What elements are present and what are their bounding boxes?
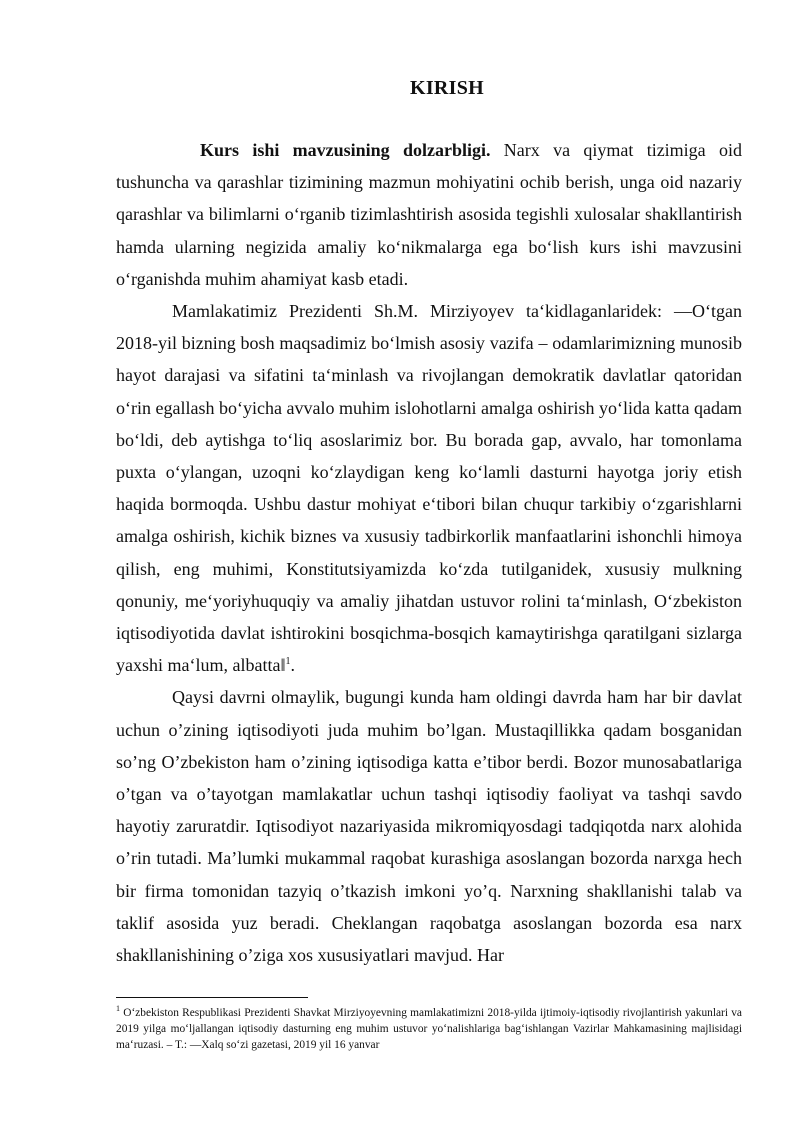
paragraph-2-end: . (290, 655, 296, 676)
footnote-reference[interactable]: 1 (285, 656, 291, 668)
footnote-divider (116, 997, 308, 998)
paragraph-3-text: Qaysi davrni olmaylik, bugungi kunda ham oldingi davrda ham har bir davlat uchun o’zining iqtisodiyoti juda muhim bo’lgan. Mustaqillikka qadam bosganidan so’ng O’zbekiston ham o’zining iqtisodiga katta e’tibor berdi. Bozor munosabatlariga o’tgan va o’tayotgan mamlakatlar uchun tashqi iqtisodiy faoliyat va tashqi savdo hayotiy zaruratdir. Iqtisodiyot nazariyasida mikromiqyosdagi tadqiqotda narx alohida o’rin tutadi. Ma’lumki mukammal raqobat kurashiga asoslangan bozorda narxga hech bir firma tomonidan tazyiq o’tkazish imkoni yo’q. Narxning shakllanishi talab va taklif asosida yuz beradi. Cheklangan raqobatga asoslangan bozorda esa narx shakllanishining o’ziga xos xususiyatlari mavjud. Har (116, 687, 742, 966)
paragraph-3 (116, 681, 742, 971)
paragraph-1-text: Narx va qiymat tizimiga oid tushuncha va qarashlar tizimining mazmun mohiyatini ochib berish, unga oid nazariy qarashlar va bilimlarni oʻrganib tizimlashtirish asosida tegishli xulosalar shakllantirish hamda ularning negizida amaliy koʻnikmalarga ega boʻlish kurs ishi mavzusini oʻrganishda muhim ahamiyat kasb etadi. (116, 140, 742, 289)
footnote (116, 1005, 742, 1053)
paragraph-2-text: Mamlakatimiz Prezidenti Sh.M. Mirziyoyev taʻkidlaganlaridek: ―Oʻtgan 2018-yil bizning bosh maqsadimiz boʻlmish asosiy vazifa – odamlarimizning munosib hayot darajasi va sifatini taʻminlash va rivojlangan demokratik davlatlar qatoridan oʻrin egallash boʻyicha avvalo muhim islohotlarni amalga oshirish yoʻlida katta qadam boʻldi, deb aytishga toʻliq asoslarimiz bor. Bu borada gap, avvalo, har tomonlama puxta oʻylangan, uzoqni koʻzlaydigan keng koʻlamli dasturni hayotga joriy etish haqida bormoqda. Ushbu dastur mohiyat eʻtibori bilan chuqur tarkibiy oʻzgarishlarni amalga oshirish, kichik biznes va xususiy tadbirkorlik manfaatlarini ishonchli himoya qilish, eng muhimi, Konstitutsiyamizda koʻzda tutilganidek, xususiy mulkning qonuniy, meʻyoriyhuquqiy va amaliy jihatdan ustuvor rolini taʻminlash, Oʻzbekiston iqtisodiyotida davlat ishtirokini bosqichma-bosqich kamaytirishga qaratilgani sizlarga yaxshi maʻlum, albatta‖ (116, 301, 742, 676)
paragraph-2 (116, 295, 742, 681)
paragraph-lead: Kurs ishi mavzusining dolzarbligi. (200, 140, 491, 160)
footnote-text: Oʻzbekiston Respublikasi Prezidenti Shavkat Mirziyoyevning mamlakatimizni 2018-yilda ijtimoiy-iqtisodiy rivojlantirish yakunlari va 2019 yilga moʻljallangan iqtisodiy dasturning eng muhim ustuvor yoʻnalishlariga bagʻishlangan Vazirlar Mahkamasining majlisidagi maʻruzasi. – T.: ―Xalq soʻzi gazetasi, 2019 yil 16 yanvar (116, 1007, 742, 1051)
body-text (116, 134, 742, 971)
footnote-marker: 1 (116, 1004, 120, 1014)
page-heading: KIRISH (409, 77, 485, 99)
paragraph-1 (116, 134, 742, 295)
